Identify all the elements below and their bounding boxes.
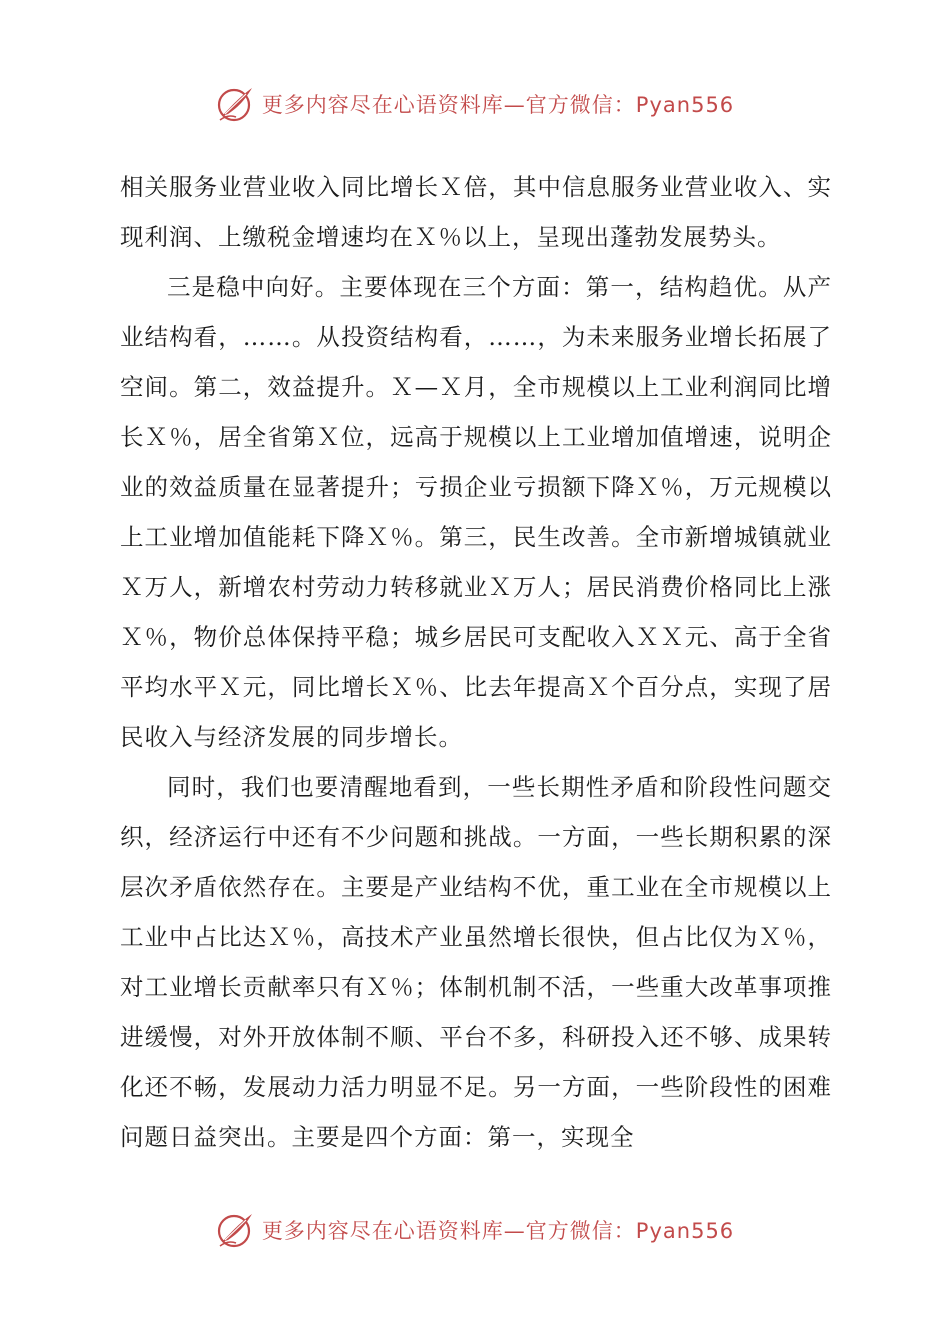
paragraph-2: 三是稳中向好。主要体现在三个方面：第一，结构趋优。从产业结构看，……。从投资结构看，……，为未来服务业增长拓展了空间。第二，效益提升。Ｘ—Ｘ月，全市规模以上工业利润同比增长Ｘ％，居全省第Ｘ位，远高于规模以上工业增加值增速，说明企业的效益质量在显著提升；亏损企业亏损额下降Ｘ％，万元规模以上工业增加值能耗下降Ｘ％。第三，民生改善。全市新增城镇就业Ｘ万人，新增农村劳动力转移就业Ｘ万人；居民消费价格同比上涨Ｘ％，物价总体保持平稳；城乡居民可支配收入ＸＸ元、高于全省平均水平Ｘ元，同比增长Ｘ％、比去年提高Ｘ个百分点，实现了居民收入与经济发展的同步增长。 — [120, 273, 832, 751]
footer-banner — [0, 1208, 950, 1252]
header-banner-text: 更多内容尽在心语资料库—官方微信：Pyan556 — [261, 93, 735, 117]
quill-logo-icon — [216, 1210, 256, 1250]
paragraph-1: 相关服务业营业收入同比增长Ｘ倍，其中信息服务业营业收入、实现利润、上缴税金增速均在Ｘ％以上，呈现出蓬勃发展势头。 — [120, 173, 832, 251]
quill-logo-icon — [216, 84, 256, 124]
document-body — [120, 162, 832, 1162]
header-banner — [0, 82, 950, 126]
paragraph-3: 同时，我们也要清醒地看到，一些长期性矛盾和阶段性问题交织，经济运行中还有不少问题和挑战。一方面，一些长期积累的深层次矛盾依然存在。主要是产业结构不优，重工业在全市规模以上工业中占比达Ｘ％，高技术产业虽然增长很快，但占比仅为Ｘ％，对工业增长贡献率只有Ｘ％；体制机制不活，一些重大改革事项推进缓慢，对外开放体制不顺、平台不多，科研投入还不够、成果转化还不畅，发展动力活力明显不足。另一方面，一些阶段性的困难问题日益突出。主要是四个方面：第一，实现全 — [120, 773, 832, 1151]
footer-banner-text: 更多内容尽在心语资料库—官方微信：Pyan556 — [261, 1219, 735, 1243]
